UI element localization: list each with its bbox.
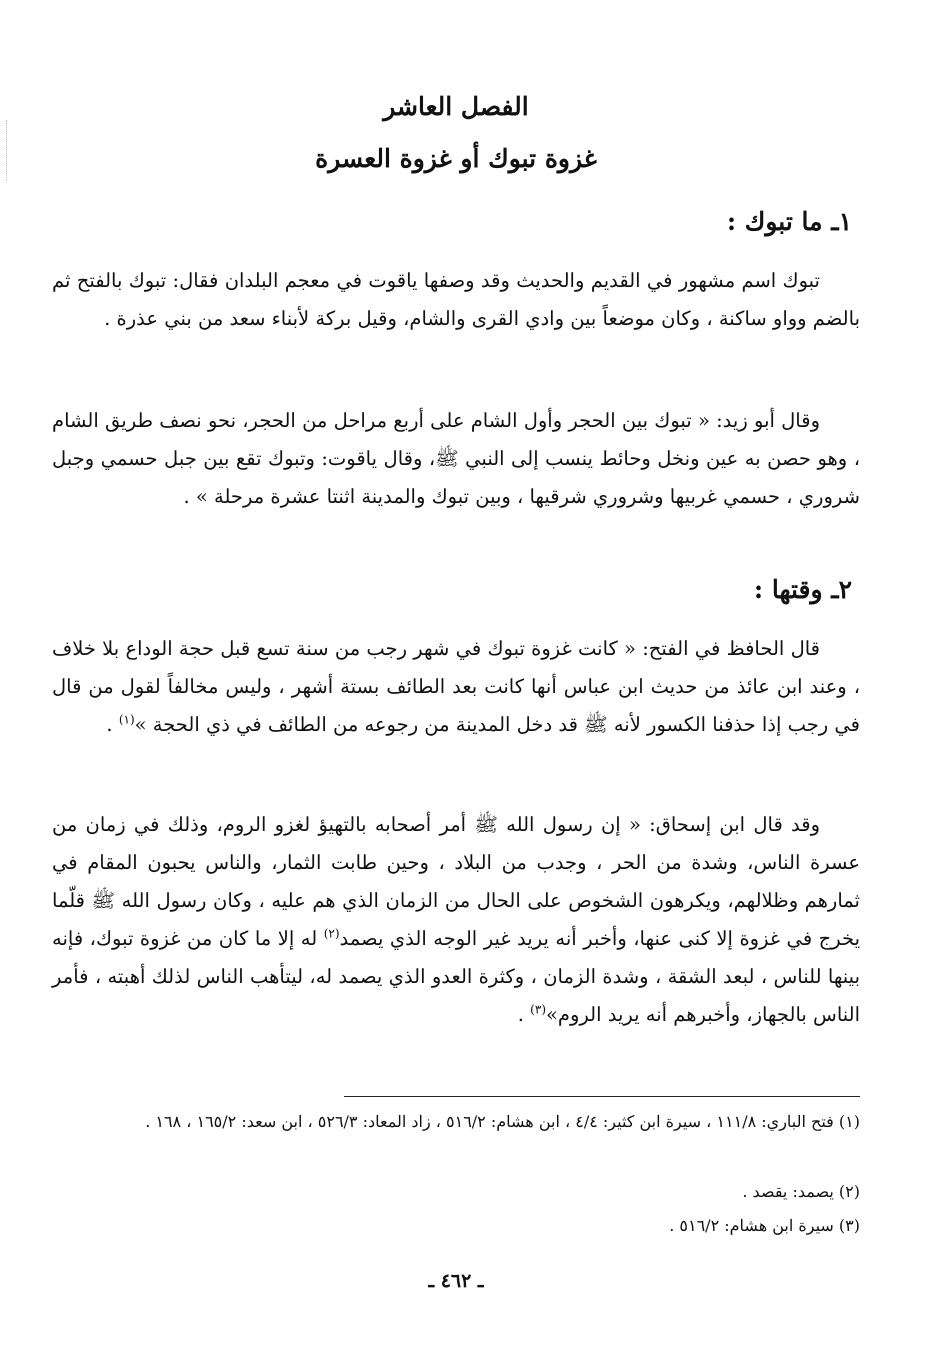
paragraph-4-end: . bbox=[517, 1003, 531, 1026]
paragraph-3-text: قال الحافظ في الفتح: « كانت غزوة تبوك في شهر رجب من سنة تسع قبل حجة الوداع بلا خلاف ، وعند ابن عائذ من حديث ابن عباس أنها كانت بعد الطائف بستة أشهر ، وليس مخالفاً لقول من قال في رجب إذا حذفنا الكسور لأنه ﷺ قد دخل المدينة من رجوعه من الطائف في ذي الحجة » bbox=[52, 637, 860, 736]
paragraph-2: وقال أبو زيد: « تبوك بين الحجر وأول الشام على أربع مراحل من الحجر، نحو نصف طريق الشام ، وهو حصن به عين ونخل وحائط ينسب إلى النبي ﷺ، وقال ياقوت: وتبوك تقع بين جبل حسمي وجبل شروري ، حسمي غربيها وشروري شرقيها ، وبين تبوك والمدينة اثنتا عشرة مرحلة » . bbox=[52, 409, 860, 508]
paragraph-1: تبوك اسم مشهور في القديم والحديث وقد وصفها ياقوت في معجم البلدان فقال: تبوك بالفتح ثم بالضم وواو ساكنة ، وكان موضعاً بين وادي القرى والشام، وقيل بركة لأبناء سعد من بني عذرة . bbox=[52, 269, 860, 330]
footnote-divider bbox=[344, 1096, 860, 1097]
section-heading-2: ٢ـ وقتها : bbox=[753, 575, 852, 604]
footnote-1: (١) فتح الباري: ١١١/٨ ، سيرة ابن كثير: ٤/٤ ، ابن هشام: ٥١٦/٢ ، زاد المعاد: ٥٢٦/٣ ، ابن سعد: ١٦٥/٢ ، ١٦٨ . bbox=[145, 1112, 860, 1131]
paragraph-4 bbox=[52, 806, 860, 1034]
footnote-ref-1: (١) bbox=[118, 712, 135, 727]
chapter-title: الفصل العاشر bbox=[383, 92, 529, 121]
page-number: ـ ٤٦٢ ـ bbox=[428, 1270, 484, 1292]
footnote-3: (٣) سيرة ابن هشام: ٥١٦/٢ . bbox=[669, 1216, 860, 1235]
chapter-subtitle: غزوة تبوك أو غزوة العسرة bbox=[315, 144, 597, 173]
footnote-ref-3: (٣) bbox=[530, 1002, 546, 1017]
section-heading-1: ١ـ ما تبوك : bbox=[726, 207, 852, 236]
footnote-2: (٢) يصمد: يقصد . bbox=[742, 1182, 860, 1201]
footnote-ref-2: (٢) bbox=[323, 926, 340, 941]
paragraph-4-text-a: وقد قال ابن إسحاق: « إن رسول الله ﷺ أمر أصحابه بالتهيؤ لغزو الروم، وذلك في زمان من عسرة الناس، وشدة من الحر ، وجدب من البلاد ، وحين طابت الثمار، والناس يحبون المقام في ثمارهم وظلالهم، ويكرهون الشخوص على الحال من الزمان الذي هم عليه ، وكان رسول الله ﷺ قلّما يخرج في غزوة إلا كنى عنها، وأخبر أنه يريد غير الوجه الذي يصمد bbox=[52, 813, 861, 950]
paragraph-3-end: . bbox=[106, 713, 119, 736]
document-page bbox=[52, 0, 860, 1354]
paragraph-4-text-b: له إلا ما كان من غزوة تبوك، فإنه بينها للناس ، لبعد الشقة ، وشدة الزمان ، وكثرة العدو الذي يصمد له، ليتأهب الناس لذلك أهبته ، فأمر الناس بالجهاز، وأخبرهم أنه يريد الروم» bbox=[52, 927, 860, 1026]
scan-edge-mark bbox=[6, 120, 21, 180]
paragraph-3 bbox=[52, 630, 860, 744]
